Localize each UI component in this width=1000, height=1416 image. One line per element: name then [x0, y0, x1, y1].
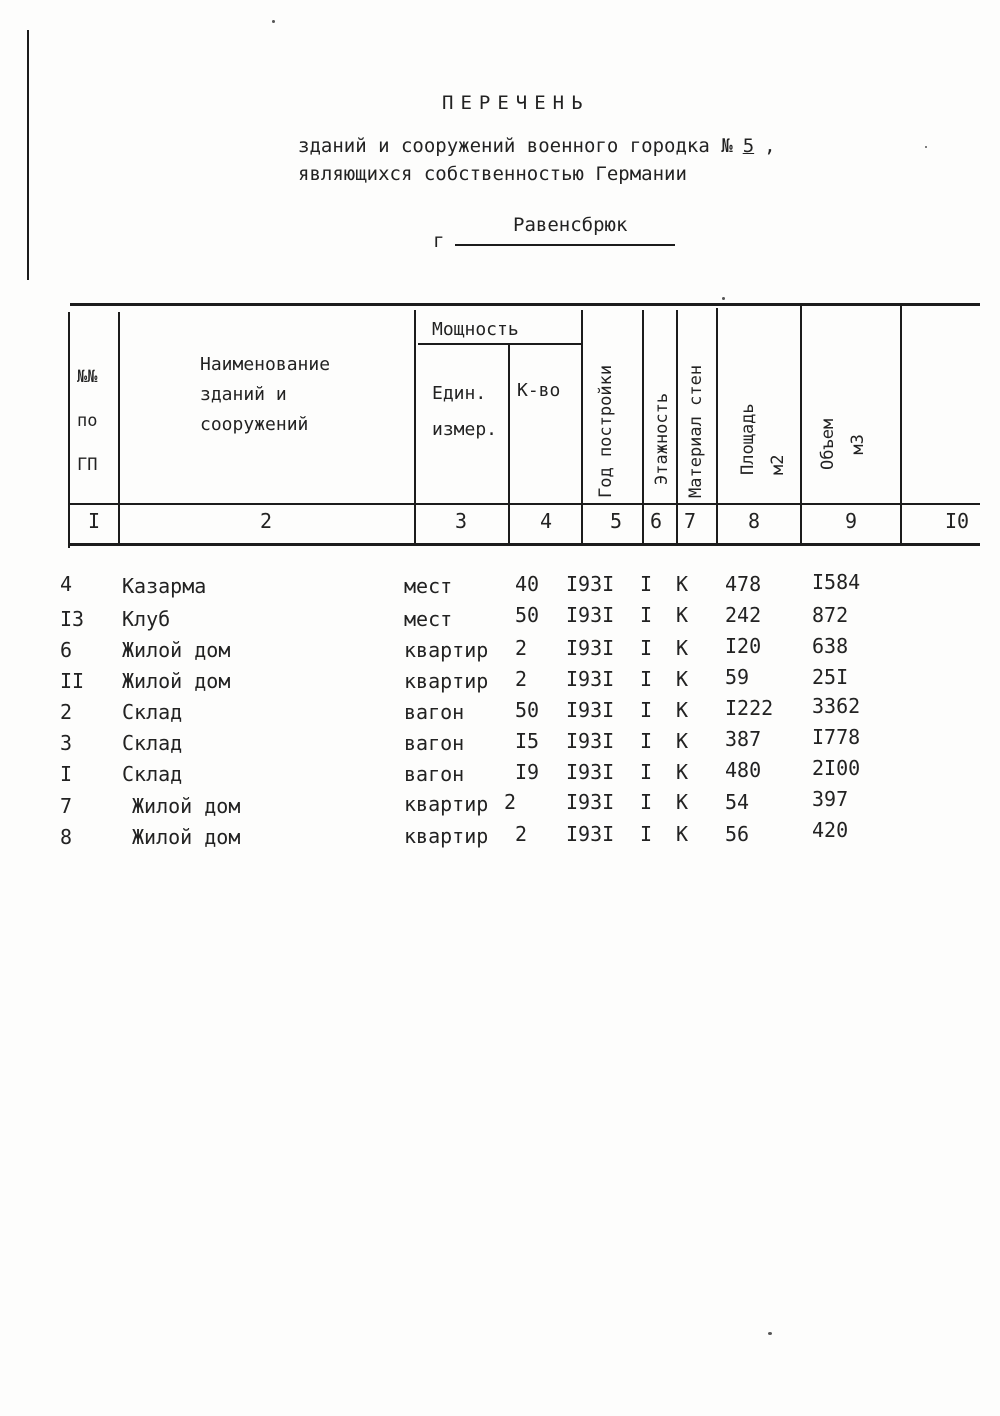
table-row — [0, 727, 1000, 755]
cell-floors: I — [640, 790, 653, 814]
cell-unit: вагон — [404, 731, 465, 755]
col-number-5: 5 — [610, 509, 623, 533]
cell-no: I3 — [60, 607, 85, 631]
cell-floors: I — [640, 822, 653, 846]
scan-speck — [722, 297, 725, 300]
header-area: Площадь м2 — [738, 403, 788, 475]
table-row — [0, 820, 1000, 848]
cell-unit: мест — [404, 574, 453, 598]
cell-name: Склад — [122, 762, 183, 786]
subtitle-suffix: , — [764, 135, 776, 157]
cell-material: К — [676, 760, 689, 784]
cell-area: 387 — [725, 727, 762, 751]
cell-area: 56 — [725, 822, 750, 846]
cell-name: Жилой дом — [122, 669, 231, 693]
cell-volume: 638 — [812, 634, 849, 658]
cell-floors: I — [640, 698, 653, 722]
document-title: ПЕРЕЧЕНЬ — [442, 92, 590, 114]
col-line-1 — [118, 312, 120, 546]
cell-material: К — [676, 636, 689, 660]
cell-name: Склад — [122, 700, 183, 724]
cell-no: 2 — [60, 700, 73, 724]
table-row — [0, 572, 1000, 600]
cell-floors: I — [640, 572, 653, 596]
cell-material: К — [676, 698, 689, 722]
header-power: Мощность — [432, 319, 519, 340]
col-line-5 — [642, 310, 644, 546]
table-row — [0, 696, 1000, 724]
col-number-7: 7 — [684, 509, 697, 533]
cell-year: I93I — [566, 822, 615, 846]
header-unit: Един. измер. — [432, 383, 498, 440]
cell-qty: 50 — [515, 698, 540, 722]
cell-material: К — [676, 790, 689, 814]
col-number-10: I0 — [945, 509, 970, 533]
cell-floors: I — [640, 636, 653, 660]
col-line-0 — [68, 312, 70, 548]
col-line-9 — [900, 306, 902, 546]
cell-volume: 2I00 — [812, 756, 861, 780]
cell-volume: 872 — [812, 603, 849, 627]
col-line-7 — [716, 308, 718, 546]
cell-volume: 3362 — [812, 694, 861, 718]
cell-floors: I — [640, 667, 653, 691]
cell-unit: квартир — [404, 792, 489, 816]
header-volume: Объем м3 — [818, 418, 868, 470]
cell-area: 54 — [725, 790, 750, 814]
subtitle-line-2: являющихся собственностью Германии — [298, 163, 687, 185]
cell-qty: 2 — [504, 790, 517, 814]
col-line-6 — [676, 310, 678, 546]
cell-unit: вагон — [404, 700, 465, 724]
col-line-8 — [800, 306, 802, 546]
table-row — [0, 603, 1000, 631]
header-no: №№ по ГП — [77, 367, 98, 475]
col-number-3: 3 — [455, 509, 468, 533]
cell-area: I222 — [725, 696, 774, 720]
cell-qty: I9 — [515, 760, 540, 784]
cell-year: I93I — [566, 698, 615, 722]
header-mid-line — [70, 503, 980, 505]
cell-no: 6 — [60, 638, 73, 662]
cell-volume: 420 — [812, 818, 849, 842]
col-number-8: 8 — [748, 509, 761, 533]
cell-area: 59 — [725, 665, 750, 689]
subtitle-prefix: зданий и сооружений военного городка № — [298, 135, 733, 157]
cell-material: К — [676, 572, 689, 596]
cell-qty: 50 — [515, 603, 540, 627]
col-number-2: 2 — [260, 509, 273, 533]
header-bottom-line — [70, 543, 980, 546]
header-top-line — [70, 303, 980, 306]
col-number-1: I — [88, 509, 101, 533]
col-line-2 — [414, 310, 416, 546]
cell-no: I — [60, 762, 73, 786]
cell-name: Клуб — [122, 607, 171, 631]
cell-qty: I5 — [515, 729, 540, 753]
col-number-6: 6 — [650, 509, 663, 533]
table-row — [0, 758, 1000, 786]
city-underline — [455, 244, 675, 246]
table-row — [0, 634, 1000, 662]
city-name: Равенсбрюк — [513, 214, 628, 236]
cell-year: I93I — [566, 760, 615, 784]
cell-name: Жилой дом — [122, 638, 231, 662]
table-row — [0, 789, 1000, 817]
cell-no: 4 — [60, 572, 73, 596]
cell-unit: вагон — [404, 762, 465, 786]
cell-volume: I584 — [812, 570, 861, 594]
cell-area: 478 — [725, 572, 762, 596]
cell-qty: 2 — [515, 636, 528, 660]
cell-area: 242 — [725, 603, 762, 627]
cell-year: I93I — [566, 603, 615, 627]
header-material: Материал стен — [686, 364, 706, 498]
cell-floors: I — [640, 729, 653, 753]
cell-material: К — [676, 822, 689, 846]
subtitle-line-1 — [298, 135, 776, 157]
cell-qty: 40 — [515, 572, 540, 596]
scan-speck — [768, 1332, 772, 1335]
cell-unit: мест — [404, 607, 453, 631]
cell-area: I20 — [725, 634, 762, 658]
town-number: 5 — [742, 135, 755, 157]
header-year: Год постройки — [596, 364, 616, 498]
header-qty: К-во — [517, 380, 561, 401]
scan-speck — [272, 20, 275, 23]
col-line-4 — [581, 310, 583, 546]
cell-volume: 25I — [812, 665, 849, 689]
city-prefix: г — [433, 230, 445, 252]
scan-speck — [925, 146, 927, 148]
cell-name: Казарма — [122, 574, 207, 598]
col-number-4: 4 — [540, 509, 553, 533]
cell-volume: 397 — [812, 787, 849, 811]
cell-no: 3 — [60, 731, 73, 755]
cell-area: 480 — [725, 758, 762, 782]
col-number-9: 9 — [845, 509, 858, 533]
cell-year: I93I — [566, 572, 615, 596]
header-floors: Этажность — [652, 392, 672, 485]
cell-unit: квартир — [404, 824, 489, 848]
cell-year: I93I — [566, 636, 615, 660]
page-margin-line — [27, 30, 29, 280]
header-name: Наименование зданий и сооружений — [200, 354, 331, 435]
cell-no: 7 — [60, 794, 73, 818]
cell-unit: квартир — [404, 669, 489, 693]
cell-material: К — [676, 667, 689, 691]
cell-floors: I — [640, 760, 653, 784]
cell-qty: 2 — [515, 667, 528, 691]
cell-material: К — [676, 603, 689, 627]
cell-name: Жилой дом — [132, 825, 241, 849]
cell-year: I93I — [566, 667, 615, 691]
cell-name: Склад — [122, 731, 183, 755]
cell-unit: квартир — [404, 638, 489, 662]
table-row — [0, 665, 1000, 693]
col-line-3 — [508, 345, 510, 546]
cell-floors: I — [640, 603, 653, 627]
cell-year: I93I — [566, 729, 615, 753]
cell-material: К — [676, 729, 689, 753]
cell-no: 8 — [60, 825, 73, 849]
cell-volume: I778 — [812, 725, 861, 749]
cell-no: II — [60, 669, 85, 693]
cell-year: I93I — [566, 790, 615, 814]
cell-name: Жилой дом — [132, 794, 241, 818]
cell-qty: 2 — [515, 822, 528, 846]
